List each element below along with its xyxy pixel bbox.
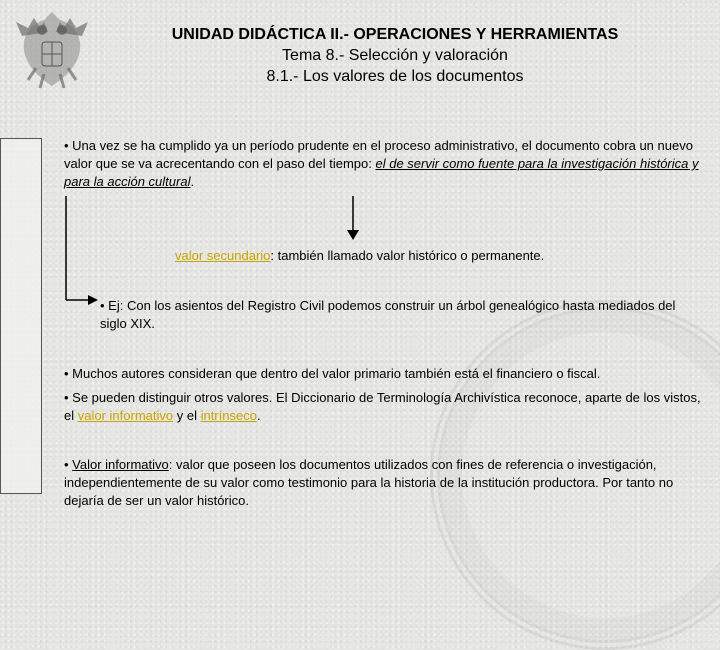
term-valor-informativo: valor informativo [77, 408, 174, 423]
p3-text: • Ej: Con los asientos del Registro Civil podemos construir un árbol genealógico hasta mediados del siglo XIX. [100, 298, 676, 331]
p5-mid: y el [173, 408, 201, 423]
section-title: 8.1.- Los valores de los documentos [266, 68, 524, 85]
term-valor-informativo-def: Valor informativo [72, 457, 169, 472]
p6-text: : valor que poseen los documentos utilizados con fines de referencia o investigación, independientemente de su valor como testimonio para la historia de la institución productora. Por tanto no dejaría de ser un valor histórico. [64, 457, 674, 508]
page-title: UNIDAD DIDÁCTICA II.- OPERACIONES Y HERRAMIENTAS [171, 26, 619, 43]
p2-text: : también llamado valor histórico o permanente. [270, 248, 545, 263]
p1-emphasis: el de servir como fuente para la investigación histórica y para la acción cultural [64, 156, 699, 189]
term-valor-secundario: valor secundario [175, 248, 271, 263]
p5-text: • Se pueden distinguir otros valores. El Diccionario de Terminología Archivística reconoce, aparte de los vistos, el [64, 390, 701, 423]
paragraph-informative-value [64, 456, 709, 510]
term-intrinseco: intrínseco [200, 408, 257, 423]
paragraph-primary-to-secondary [64, 137, 704, 191]
p1-text: • Una vez se ha cumplido ya un período prudente en el proceso administrativo, el documento cobra un nuevo valor que se va acrecentando con el paso del tiempo: [64, 138, 693, 171]
paragraph-secondary-value [175, 247, 695, 265]
topic-subtitle: Tema 8.- Selección y valoración [282, 47, 508, 64]
p5-end: . [256, 408, 261, 423]
paragraph-financial [64, 365, 704, 383]
paragraph-example [100, 297, 700, 333]
p4-text: • Muchos autores consideran que dentro del valor primario también está el financiero o fiscal. [64, 366, 601, 381]
p6-bullet: • [64, 457, 73, 472]
paragraph-other-values [64, 389, 704, 425]
p1-end: . [190, 174, 195, 189]
